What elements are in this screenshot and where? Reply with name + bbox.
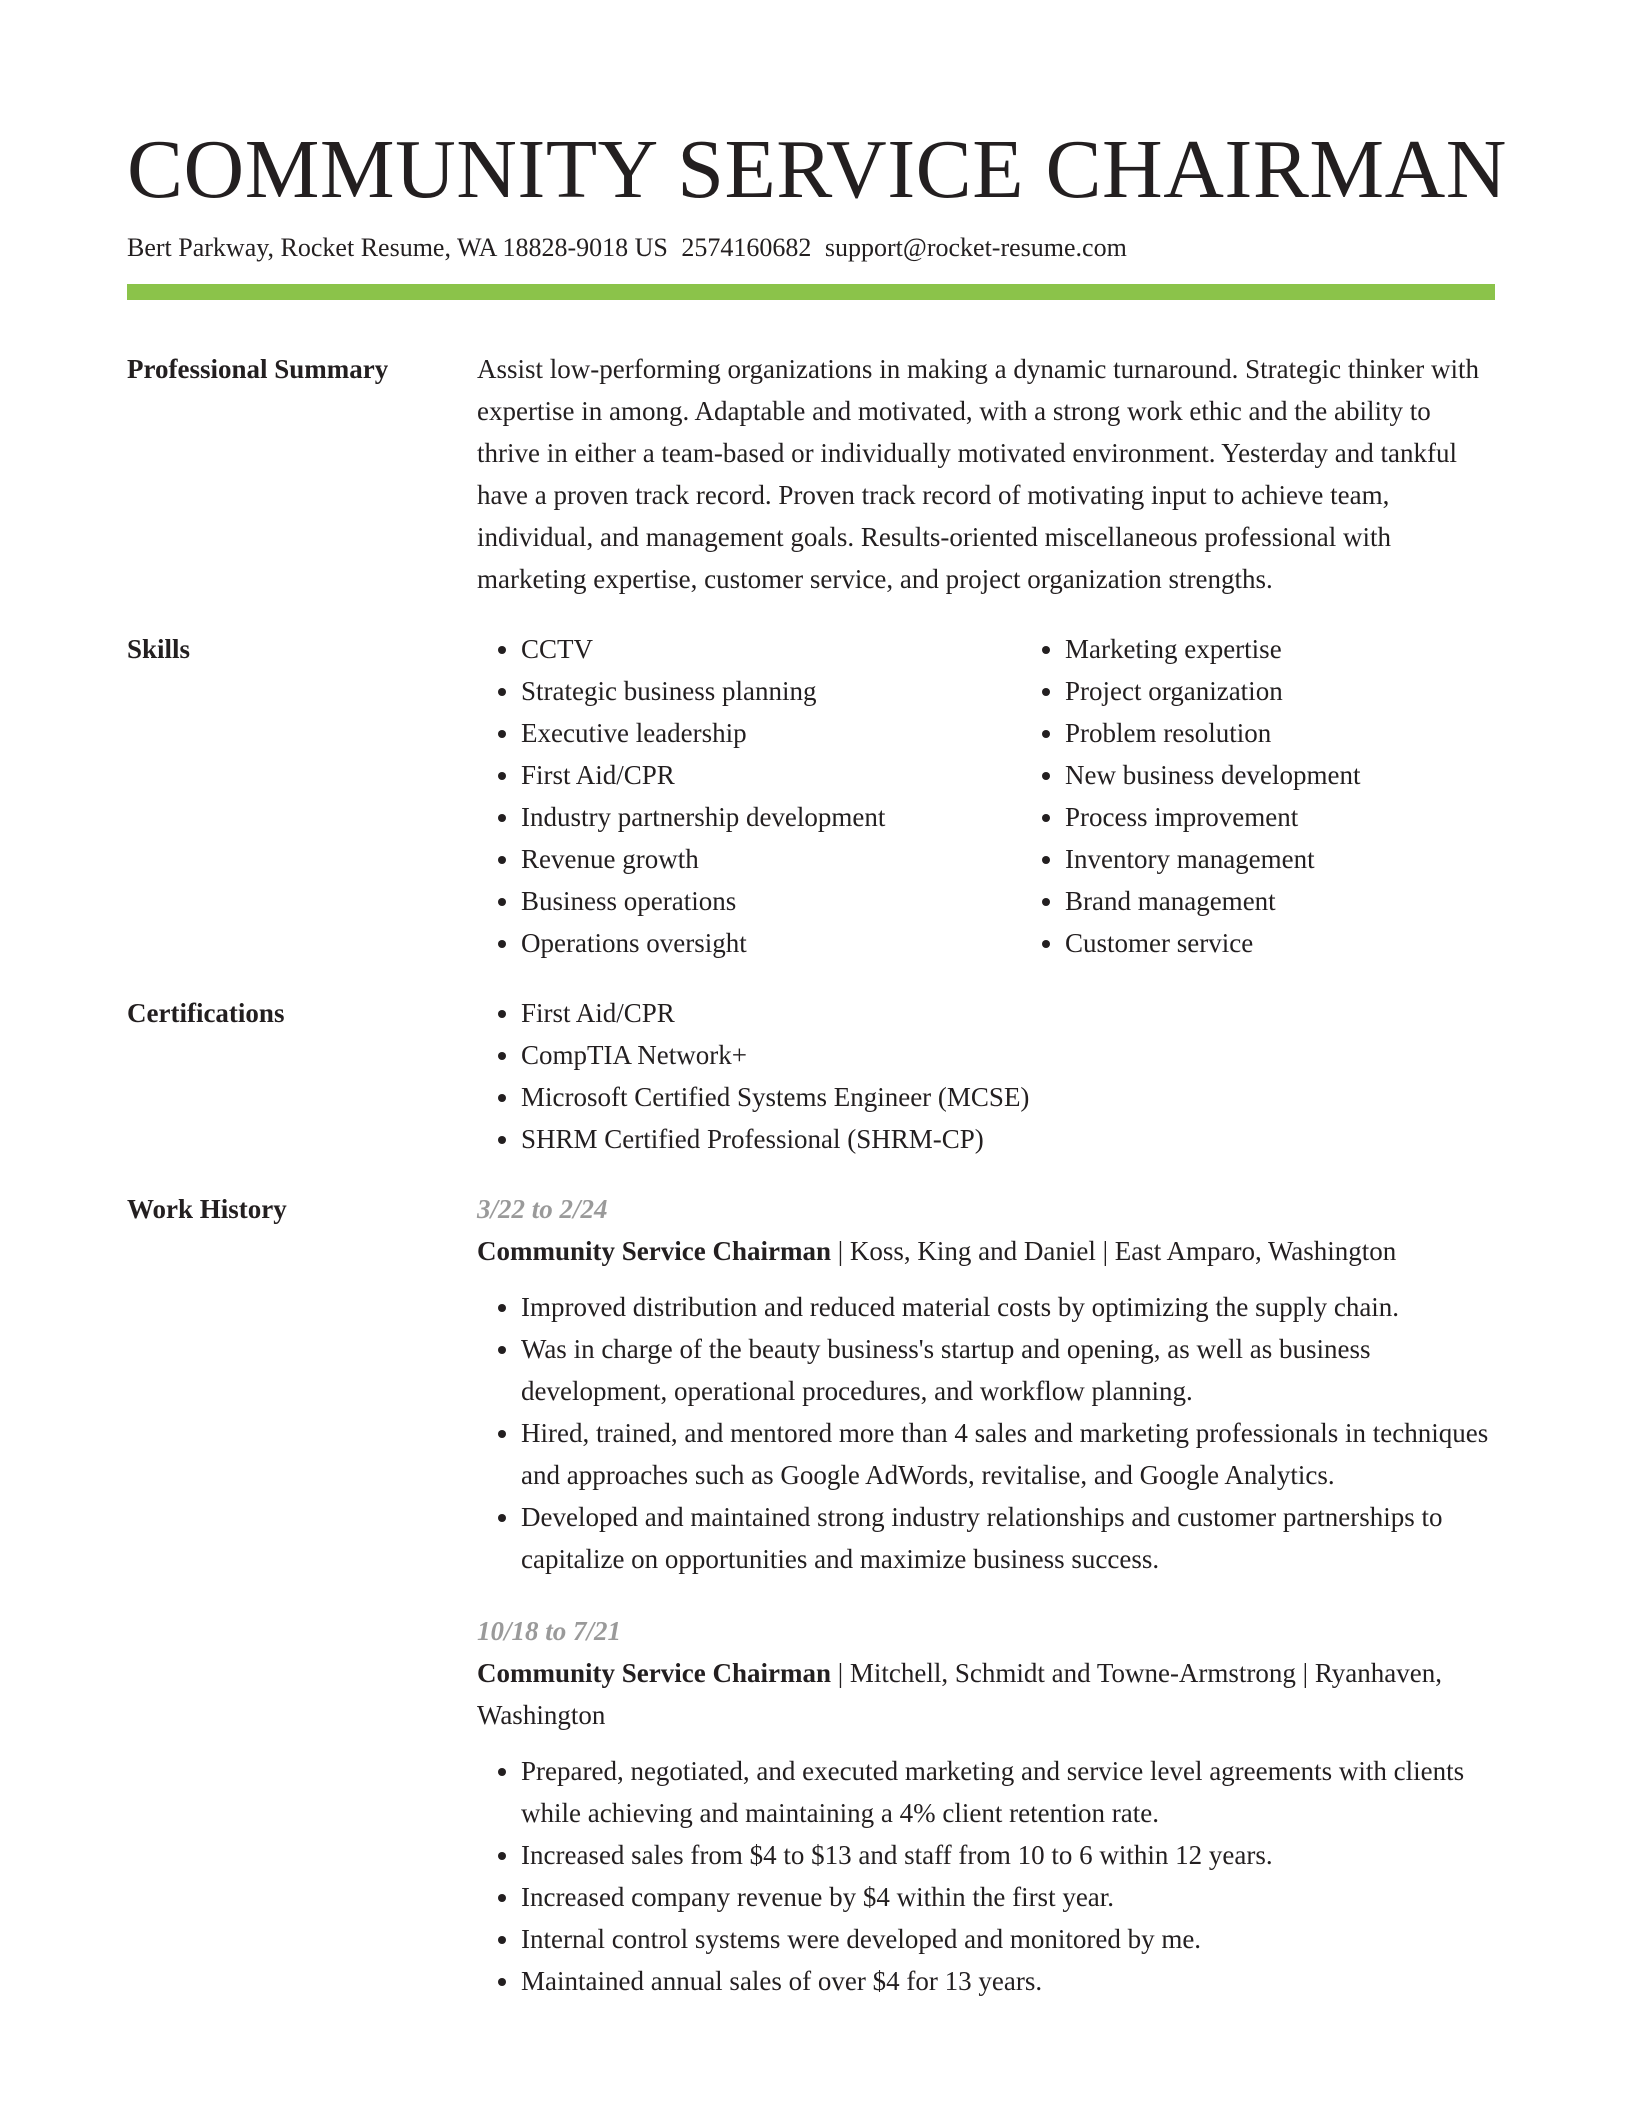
job-dates: 3/22 to 2/24	[477, 1194, 608, 1224]
resume-sections	[127, 348, 1495, 2060]
skill-item: • Operations oversight	[521, 922, 1021, 964]
skill-item: • Industry partnership development	[521, 796, 1021, 838]
skill-item: • CCTV	[521, 628, 1021, 670]
job-bullet: • Increased company revenue by $4 within the first year.	[521, 1876, 1495, 1918]
job-entry	[477, 1610, 1495, 2002]
job-bullet: • Was in charge of the beauty business's startup and opening, as well as business development, operational procedures, and workflow planning.	[521, 1328, 1495, 1412]
certification-item: • SHRM Certified Professional (SHRM-CP)	[521, 1118, 1495, 1160]
certification-item: • First Aid/CPR	[521, 992, 1495, 1034]
skill-item: • First Aid/CPR	[521, 754, 1021, 796]
job-entry	[477, 1188, 1495, 1580]
section-label-summary: Professional Summary	[127, 354, 389, 384]
job-bullet: • Prepared, negotiated, and executed marketing and service level agreements with clients while achieving and maintaining a 4% client retention rate.	[521, 1750, 1495, 1834]
skill-item: • Revenue growth	[521, 838, 1021, 880]
job-details: | Mitchell, Schmidt and Towne-Armstrong | Ryanhaven, Washington	[477, 1658, 1442, 1730]
section-body-summary	[477, 348, 1495, 600]
section-body-work-history	[477, 1188, 1495, 2032]
job-bullet: • Increased sales from $4 to $13 and staff from 10 to 6 within 12 years.	[521, 1834, 1495, 1876]
skill-item: • Brand management	[1065, 880, 1565, 922]
certification-item: • Microsoft Certified Systems Engineer (MCSE)	[521, 1076, 1495, 1118]
job-bullets	[477, 1750, 1495, 2002]
job-heading	[477, 1652, 1495, 1736]
job-bullet: • Improved distribution and reduced material costs by optimizing the supply chain.	[521, 1286, 1495, 1328]
section-skills	[127, 628, 1495, 964]
section-label-skills: Skills	[127, 634, 191, 664]
section-work-history	[127, 1188, 1495, 2032]
skill-item: • Business operations	[521, 880, 1021, 922]
resume-header	[127, 120, 1507, 266]
skills-columns	[477, 628, 1565, 964]
section-certifications	[127, 992, 1495, 1160]
job-title: Community Service Chairman	[477, 1236, 831, 1266]
job-title: Community Service Chairman	[477, 1658, 831, 1688]
job-heading	[477, 1230, 1495, 1272]
contact-address: Bert Parkway, Rocket Resume, WA 18828-9018 US	[127, 233, 668, 262]
skill-item: • Marketing expertise	[1065, 628, 1565, 670]
summary-text: Assist low-performing organizations in making a dynamic turnaround. Strategic thinker with expertise in among. Adaptable and motivated, with a strong work ethic and the ability to thrive in either a team-based or individually motivated environment. Yesterday and tankful have a proven track record. Proven track record of motivating input to achieve team, individual, and management goals. Results-oriented miscellaneous professional with marketing expertise, customer service, and project organization strengths.	[477, 354, 1480, 594]
header-divider	[127, 284, 1495, 300]
certifications-list	[477, 992, 1495, 1160]
skills-list-left	[477, 628, 1021, 964]
skills-list-right	[1021, 628, 1565, 964]
contact-phone: 2574160682	[681, 233, 812, 262]
contact-email: support@rocket-resume.com	[824, 233, 1127, 262]
resume-title: COMMUNITY SERVICE CHAIRMAN	[127, 123, 1507, 216]
job-dates: 10/18 to 7/21	[477, 1616, 622, 1646]
job-details: | Koss, King and Daniel | East Amparo, Washington	[837, 1236, 1397, 1266]
certification-item: • CompTIA Network+	[521, 1034, 1495, 1076]
skill-item: • Executive leadership	[521, 712, 1021, 754]
skill-item: • Customer service	[1065, 922, 1565, 964]
skill-item: • Inventory management	[1065, 838, 1565, 880]
section-body-skills	[477, 628, 1565, 964]
skill-item: • New business development	[1065, 754, 1565, 796]
section-label-certifications: Certifications	[127, 998, 285, 1028]
skill-item: • Process improvement	[1065, 796, 1565, 838]
skill-item: • Strategic business planning	[521, 670, 1021, 712]
section-summary	[127, 348, 1495, 600]
section-label-work-history: Work History	[127, 1194, 287, 1224]
skill-item: • Problem resolution	[1065, 712, 1565, 754]
job-bullets	[477, 1286, 1495, 1580]
job-bullet: • Maintained annual sales of over $4 for 13 years.	[521, 1960, 1495, 2002]
section-body-certifications	[477, 992, 1495, 1160]
job-bullet: • Developed and maintained strong industry relationships and customer partnerships to capitalize on opportunities and maximize business success.	[521, 1496, 1495, 1580]
skill-item: • Project organization	[1065, 670, 1565, 712]
job-bullet: • Internal control systems were developed and monitored by me.	[521, 1918, 1495, 1960]
job-bullet: • Hired, trained, and mentored more than 4 sales and marketing professionals in techniques and approaches such as Google AdWords, revitalise, and Google Analytics.	[521, 1412, 1495, 1496]
contact-line	[127, 230, 1495, 266]
